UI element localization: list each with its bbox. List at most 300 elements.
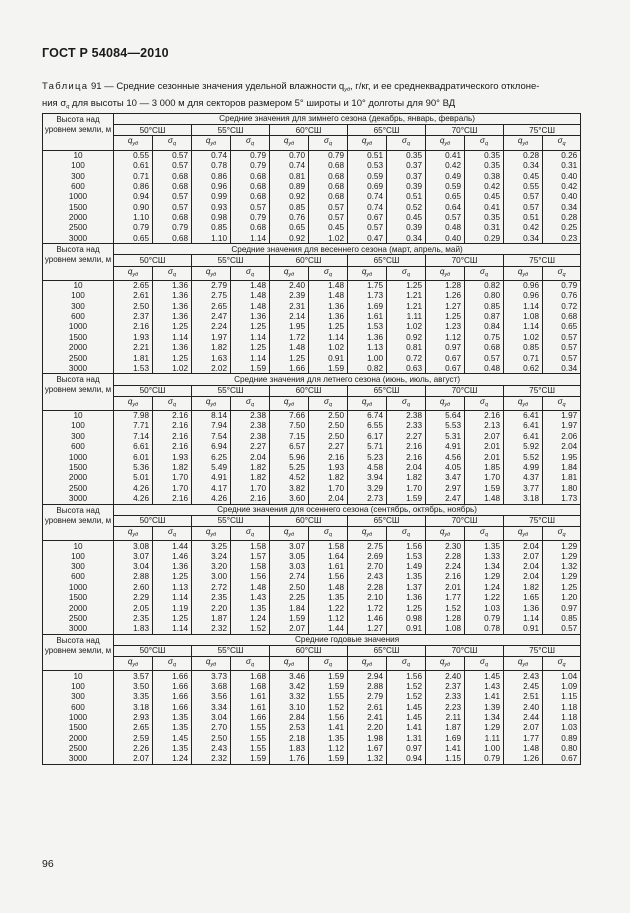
- q-subscript: уд: [444, 401, 451, 408]
- sigma-value-cell: 0.34: [543, 363, 581, 373]
- q-value-cell: 1.97: [192, 332, 231, 342]
- sigma-value-cell: 2.16: [231, 494, 270, 504]
- q-value-cell: 4.99: [504, 463, 543, 473]
- height-cell: 600: [43, 442, 114, 452]
- q-value-cell: 3.42: [270, 681, 309, 691]
- sigma-value-cell: 1.70: [231, 483, 270, 493]
- q-value-cell: 0.51: [348, 150, 387, 160]
- q-symbol-cell: [504, 396, 543, 410]
- sigma-value-cell: 2.01: [465, 452, 504, 462]
- q-value-cell: 1.27: [348, 624, 387, 634]
- q-value-cell: 3.35: [114, 692, 153, 702]
- q-value-cell: 2.88: [348, 681, 387, 691]
- q-value-cell: 6.55: [348, 421, 387, 431]
- sigma-value-cell: 0.79: [465, 613, 504, 623]
- sigma-value-cell: 1.33: [465, 551, 504, 561]
- sigma-value-cell: 1.36: [153, 291, 192, 301]
- q-value-cell: 4.91: [192, 473, 231, 483]
- q-value-cell: 2.75: [192, 291, 231, 301]
- table-row: [43, 171, 581, 181]
- sigma-value-cell: 1.00: [465, 744, 504, 754]
- table-row: [43, 473, 581, 483]
- height-cell: 1000: [43, 582, 114, 592]
- sigma-value-cell: 1.55: [309, 692, 348, 702]
- sigma-value-cell: 1.29: [543, 572, 581, 582]
- q-symbol: q: [283, 657, 289, 667]
- q-value-cell: 3.32: [270, 692, 309, 702]
- q-value-cell: 0.74: [348, 192, 387, 202]
- q-value-cell: 2.02: [192, 363, 231, 373]
- sigma-value-cell: 1.21: [387, 291, 426, 301]
- sigma-value-cell: 0.57: [543, 332, 581, 342]
- q-value-cell: 2.28: [426, 551, 465, 561]
- section-title-row: [43, 114, 581, 125]
- q-value-cell: 1.72: [348, 603, 387, 613]
- sigma-subscript: q: [328, 271, 332, 278]
- q-value-cell: 0.45: [504, 171, 543, 181]
- q-value-cell: 1.67: [348, 744, 387, 754]
- sigma-value-cell: 1.66: [153, 681, 192, 691]
- q-subscript: уд: [444, 531, 451, 538]
- q-symbol-cell: [504, 657, 543, 671]
- table-row: [43, 181, 581, 191]
- q-value-cell: 2.24: [192, 322, 231, 332]
- sigma-value-cell: 0.45: [309, 223, 348, 233]
- q-value-cell: 0.67: [348, 213, 387, 223]
- q-value-cell: 2.37: [114, 312, 153, 322]
- height-header-cell: Высота над уровнем земли, м: [43, 634, 114, 671]
- sigma-value-cell: 0.92: [387, 332, 426, 342]
- q-value-cell: 2.32: [192, 624, 231, 634]
- sigma-value-cell: 0.68: [543, 312, 581, 322]
- sigma-value-cell: 1.35: [153, 712, 192, 722]
- q-value-cell: 0.74: [270, 161, 309, 171]
- q-value-cell: 0.93: [192, 202, 231, 212]
- sigma-value-cell: 1.45: [465, 671, 504, 681]
- q-value-cell: 2.47: [426, 494, 465, 504]
- sigma-value-cell: 1.41: [387, 723, 426, 733]
- sigma-value-cell: 0.68: [309, 192, 348, 202]
- sigma-value-cell: 1.49: [387, 562, 426, 572]
- sigma-value-cell: 1.13: [153, 582, 192, 592]
- table-row: [43, 723, 581, 733]
- q-value-cell: 5.64: [426, 411, 465, 421]
- q-value-cell: 7.66: [270, 411, 309, 421]
- q-symbol: q: [517, 526, 523, 536]
- q-value-cell: 0.67: [426, 353, 465, 363]
- q-value-cell: 6.61: [114, 442, 153, 452]
- table-row: [43, 712, 581, 722]
- sigma-symbol-cell: [543, 657, 581, 671]
- table-row: [43, 593, 581, 603]
- sigma-value-cell: 0.42: [465, 181, 504, 191]
- latitude-header-row: [43, 515, 581, 526]
- sigma-value-cell: 1.36: [387, 593, 426, 603]
- sigma-symbol-cell: [309, 136, 348, 150]
- table-row: [43, 213, 581, 223]
- sigma-value-cell: 2.07: [465, 431, 504, 441]
- q-value-cell: 2.23: [426, 702, 465, 712]
- sigma-symbol-cell: [387, 266, 426, 280]
- sigma-value-cell: 0.37: [387, 161, 426, 171]
- latitude-header: 60°СШ: [270, 515, 348, 526]
- sigma-symbol: σ: [557, 136, 563, 146]
- q-value-cell: 0.59: [348, 171, 387, 181]
- q-symbol: q: [127, 657, 133, 667]
- q-subscript: уд: [210, 141, 217, 148]
- q-value-cell: 0.92: [270, 233, 309, 243]
- q-value-cell: 2.18: [270, 733, 309, 743]
- section-title: Средние годовые значения: [114, 634, 581, 645]
- sigma-value-cell: 1.04: [543, 671, 581, 681]
- caption-line2: ния σ: [42, 98, 67, 109]
- sigma-value-cell: 0.45: [387, 213, 426, 223]
- latitude-header: 50°СШ: [114, 515, 192, 526]
- latitude-header: 75°СШ: [504, 385, 581, 396]
- sigma-value-cell: 1.45: [387, 702, 426, 712]
- q-symbol: q: [127, 136, 133, 146]
- q-value-cell: 0.69: [348, 181, 387, 191]
- sigma-value-cell: 0.57: [153, 161, 192, 171]
- caption-line1: 91 — Средние сезонные значения удельной влажности q: [88, 81, 345, 92]
- q-subscript: уд: [366, 141, 373, 148]
- q-subscript: уд: [210, 662, 217, 669]
- q-value-cell: 1.77: [504, 733, 543, 743]
- q-value-cell: 2.37: [426, 681, 465, 691]
- latitude-header-row: [43, 645, 581, 656]
- q-subscript: уд: [210, 531, 217, 538]
- q-subscript: уд: [522, 141, 529, 148]
- q-value-cell: 0.47: [348, 233, 387, 243]
- q-subscript: уд: [210, 271, 217, 278]
- q-value-cell: 7.50: [270, 421, 309, 431]
- q-value-cell: 2.26: [114, 744, 153, 754]
- q-value-cell: 0.74: [192, 150, 231, 160]
- sigma-value-cell: 2.13: [465, 421, 504, 431]
- q-value-cell: 3.34: [192, 702, 231, 712]
- sigma-symbol-cell: [153, 657, 192, 671]
- sigma-value-cell: 1.52: [309, 702, 348, 712]
- sigma-value-cell: 1.82: [231, 473, 270, 483]
- q-value-cell: 1.61: [348, 312, 387, 322]
- q-value-cell: 0.40: [426, 233, 465, 243]
- q-value-cell: 2.75: [348, 541, 387, 551]
- sigma-subscript: q: [328, 662, 332, 669]
- sigma-value-cell: 1.02: [309, 343, 348, 353]
- q-value-cell: 0.53: [348, 161, 387, 171]
- q-value-cell: 2.65: [114, 280, 153, 290]
- q-symbol: q: [283, 526, 289, 536]
- sigma-value-cell: 1.24: [153, 754, 192, 764]
- sigma-value-cell: 1.12: [309, 613, 348, 623]
- q-value-cell: 4.37: [504, 473, 543, 483]
- sigma-value-cell: 1.25: [543, 582, 581, 592]
- sigma-value-cell: 2.50: [309, 421, 348, 431]
- sigma-value-cell: 1.02: [309, 233, 348, 243]
- sigma-value-cell: 1.22: [465, 593, 504, 603]
- sigma-value-cell: 0.28: [543, 213, 581, 223]
- q-value-cell: 2.47: [192, 312, 231, 322]
- sigma-value-cell: 0.34: [387, 233, 426, 243]
- q-value-cell: 3.82: [270, 483, 309, 493]
- q-symbol-cell: [426, 136, 465, 150]
- sigma-value-cell: 2.06: [543, 431, 581, 441]
- sigma-symbol-cell: [231, 657, 270, 671]
- sigma-value-cell: 1.12: [309, 744, 348, 754]
- q-subscript: уд: [288, 531, 295, 538]
- q-subscript: уд: [288, 401, 295, 408]
- sigma-value-cell: 1.25: [231, 343, 270, 353]
- q-value-cell: 2.50: [270, 582, 309, 592]
- sigma-symbol: σ: [557, 396, 563, 406]
- sigma-value-cell: 1.93: [309, 463, 348, 473]
- sigma-value-cell: 0.79: [231, 213, 270, 223]
- q-value-cell: 1.08: [504, 312, 543, 322]
- sigma-value-cell: 0.68: [309, 181, 348, 191]
- q-value-cell: 1.84: [270, 603, 309, 613]
- sigma-value-cell: 0.79: [309, 150, 348, 160]
- q-value-cell: 0.67: [426, 363, 465, 373]
- sigma-subscript: q: [562, 141, 566, 148]
- q-value-cell: 0.89: [270, 181, 309, 191]
- symbol-header-row: [43, 266, 581, 280]
- q-value-cell: 1.73: [348, 291, 387, 301]
- q-value-cell: 3.68: [192, 681, 231, 691]
- sigma-subscript: q: [484, 271, 488, 278]
- q-value-cell: 1.13: [348, 343, 387, 353]
- caption-line1-sub: уд: [344, 87, 351, 93]
- sigma-value-cell: 0.35: [465, 150, 504, 160]
- height-cell: 1000: [43, 192, 114, 202]
- height-cell: 2500: [43, 483, 114, 493]
- sigma-subscript: q: [328, 531, 332, 538]
- q-value-cell: 0.74: [348, 202, 387, 212]
- sigma-symbol: σ: [480, 396, 485, 406]
- q-value-cell: 0.90: [114, 202, 153, 212]
- sigma-value-cell: 0.39: [387, 181, 426, 191]
- latitude-header: 65°СШ: [348, 645, 426, 656]
- sigma-value-cell: 1.61: [309, 562, 348, 572]
- q-value-cell: 7.54: [192, 431, 231, 441]
- q-value-cell: 0.59: [426, 181, 465, 191]
- q-value-cell: 0.71: [504, 353, 543, 363]
- sigma-subscript: q: [406, 531, 410, 538]
- q-value-cell: 2.29: [114, 593, 153, 603]
- q-symbol-cell: [348, 266, 387, 280]
- table-row: [43, 541, 581, 551]
- q-value-cell: 0.82: [348, 363, 387, 373]
- q-value-cell: 3.94: [348, 473, 387, 483]
- q-symbol: q: [517, 266, 523, 276]
- sigma-symbol: σ: [246, 396, 251, 406]
- sigma-value-cell: 1.48: [309, 280, 348, 290]
- sigma-subscript: q: [484, 401, 488, 408]
- section-title: Средние значения для осеннего сезона (сентябрь, октябрь, ноябрь): [114, 504, 581, 515]
- sigma-symbol: σ: [246, 136, 251, 146]
- sigma-value-cell: 1.57: [231, 551, 270, 561]
- q-value-cell: 0.79: [114, 223, 153, 233]
- q-value-cell: 0.51: [504, 213, 543, 223]
- q-symbol-cell: [270, 266, 309, 280]
- latitude-header: 50°СШ: [114, 645, 192, 656]
- table-row: [43, 624, 581, 634]
- sigma-symbol-cell: [543, 266, 581, 280]
- q-value-cell: 1.82: [192, 343, 231, 353]
- height-cell: 10: [43, 411, 114, 421]
- sigma-value-cell: 1.48: [309, 291, 348, 301]
- q-symbol-cell: [270, 396, 309, 410]
- sigma-symbol: σ: [402, 526, 407, 536]
- table-row: [43, 551, 581, 561]
- table-row: [43, 411, 581, 421]
- caption-table-word: Таблица: [42, 81, 89, 92]
- sigma-value-cell: 1.66: [153, 702, 192, 712]
- q-value-cell: 3.10: [270, 702, 309, 712]
- sigma-value-cell: 0.48: [465, 363, 504, 373]
- sigma-value-cell: 0.42: [543, 181, 581, 191]
- q-value-cell: 5.96: [270, 452, 309, 462]
- q-symbol-cell: [192, 266, 231, 280]
- sigma-value-cell: 0.31: [543, 161, 581, 171]
- table-row: [43, 161, 581, 171]
- sigma-value-cell: 2.38: [231, 421, 270, 431]
- q-value-cell: 2.59: [114, 733, 153, 743]
- document-header-title: ГОСТ Р 54084—2010: [42, 46, 169, 60]
- latitude-header: 75°СШ: [504, 645, 581, 656]
- table-row: [43, 692, 581, 702]
- q-value-cell: 1.48: [504, 744, 543, 754]
- table-row: [43, 301, 581, 311]
- q-value-cell: 0.42: [504, 223, 543, 233]
- table-row: [43, 483, 581, 493]
- table-row: [43, 671, 581, 681]
- table-row: [43, 442, 581, 452]
- q-value-cell: 4.26: [192, 494, 231, 504]
- height-cell: 1000: [43, 712, 114, 722]
- table-row: [43, 280, 581, 290]
- q-value-cell: 1.72: [270, 332, 309, 342]
- caption-line1-rest: , г/кг, и ее среднеквадратического отклоне-: [350, 81, 540, 92]
- sigma-symbol-cell: [309, 396, 348, 410]
- q-value-cell: 2.94: [348, 671, 387, 681]
- sigma-value-cell: 0.98: [387, 613, 426, 623]
- height-cell: 10: [43, 150, 114, 160]
- q-symbol: q: [517, 396, 523, 406]
- sigma-value-cell: 1.73: [543, 494, 581, 504]
- q-symbol: q: [361, 657, 367, 667]
- q-value-cell: 2.40: [426, 671, 465, 681]
- sigma-value-cell: 1.14: [309, 332, 348, 342]
- height-cell: 1500: [43, 723, 114, 733]
- q-value-cell: 1.63: [192, 353, 231, 363]
- q-value-cell: 0.76: [270, 213, 309, 223]
- sigma-value-cell: 2.16: [465, 411, 504, 421]
- q-subscript: уд: [444, 271, 451, 278]
- q-value-cell: 2.16: [426, 572, 465, 582]
- sigma-value-cell: 0.40: [543, 171, 581, 181]
- symbol-header-row: [43, 136, 581, 150]
- sigma-subscript: q: [562, 401, 566, 408]
- sigma-value-cell: 1.52: [387, 692, 426, 702]
- q-value-cell: 0.70: [270, 150, 309, 160]
- sigma-subscript: q: [172, 531, 176, 538]
- latitude-header: 75°СШ: [504, 255, 581, 266]
- q-value-cell: 1.87: [426, 723, 465, 733]
- sigma-value-cell: 0.37: [387, 171, 426, 181]
- height-cell: 100: [43, 161, 114, 171]
- q-symbol: q: [205, 657, 211, 667]
- sigma-value-cell: 0.31: [465, 223, 504, 233]
- height-cell: 3000: [43, 233, 114, 243]
- q-value-cell: 3.56: [192, 692, 231, 702]
- q-value-cell: 4.26: [114, 494, 153, 504]
- latitude-header: 70°СШ: [426, 385, 504, 396]
- sigma-subscript: q: [484, 662, 488, 669]
- latitude-header: 65°СШ: [348, 515, 426, 526]
- sigma-value-cell: 1.70: [465, 473, 504, 483]
- height-cell: 1500: [43, 463, 114, 473]
- q-value-cell: 0.85: [270, 202, 309, 212]
- q-value-cell: 0.65: [270, 223, 309, 233]
- q-value-cell: 5.25: [270, 463, 309, 473]
- sigma-symbol: σ: [324, 526, 329, 536]
- height-cell: 600: [43, 181, 114, 191]
- sigma-value-cell: 0.63: [387, 363, 426, 373]
- table-row: [43, 150, 581, 160]
- q-value-cell: 2.16: [114, 322, 153, 332]
- sigma-value-cell: 0.79: [465, 754, 504, 764]
- q-value-cell: 4.91: [426, 442, 465, 452]
- q-value-cell: 2.61: [348, 702, 387, 712]
- q-value-cell: 6.94: [192, 442, 231, 452]
- q-value-cell: 1.23: [426, 322, 465, 332]
- sigma-subscript: q: [172, 271, 176, 278]
- sigma-value-cell: 0.57: [309, 202, 348, 212]
- table-row: [43, 223, 581, 233]
- table-row: [43, 291, 581, 301]
- sigma-value-cell: 0.91: [387, 624, 426, 634]
- latitude-header-row: [43, 125, 581, 136]
- sigma-value-cell: 1.14: [153, 624, 192, 634]
- sigma-value-cell: 1.35: [309, 733, 348, 743]
- sigma-value-cell: 0.34: [543, 202, 581, 212]
- sigma-value-cell: 1.93: [153, 452, 192, 462]
- q-value-cell: 1.14: [504, 322, 543, 332]
- q-value-cell: 1.75: [348, 280, 387, 290]
- q-value-cell: 2.69: [348, 551, 387, 561]
- q-value-cell: 1.81: [114, 353, 153, 363]
- table-row: [43, 332, 581, 342]
- q-value-cell: 3.00: [192, 572, 231, 582]
- q-subscript: уд: [444, 141, 451, 148]
- q-symbol: q: [283, 396, 289, 406]
- q-value-cell: 2.44: [504, 712, 543, 722]
- q-value-cell: 1.28: [426, 280, 465, 290]
- sigma-symbol: σ: [557, 266, 563, 276]
- sigma-value-cell: 1.84: [543, 463, 581, 473]
- height-cell: 600: [43, 312, 114, 322]
- sigma-value-cell: 0.85: [543, 613, 581, 623]
- sigma-symbol: σ: [246, 657, 251, 667]
- q-value-cell: 0.96: [192, 181, 231, 191]
- q-symbol: q: [361, 266, 367, 276]
- q-symbol-cell: [192, 136, 231, 150]
- q-value-cell: 2.07: [114, 754, 153, 764]
- q-value-cell: 3.73: [192, 671, 231, 681]
- q-value-cell: 1.36: [348, 332, 387, 342]
- q-value-cell: 1.26: [504, 754, 543, 764]
- q-value-cell: 2.97: [426, 483, 465, 493]
